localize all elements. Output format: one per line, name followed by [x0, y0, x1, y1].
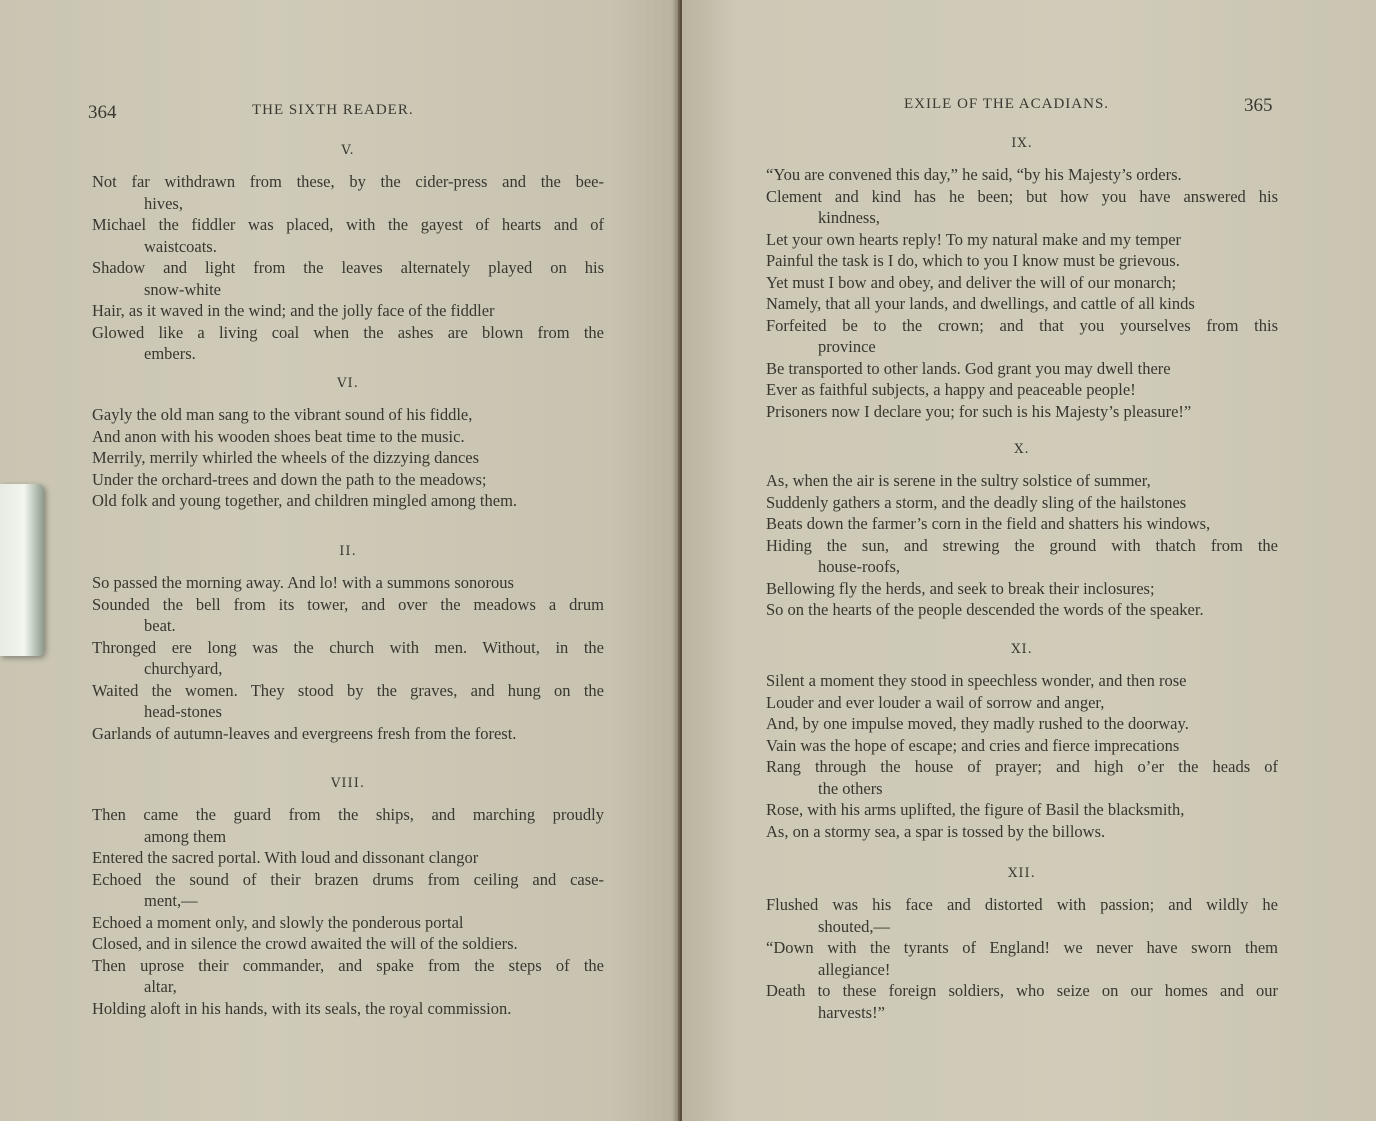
verse-line: Clement and kind has he been; but how you have answered his — [766, 186, 1278, 206]
verse-line-continuation: hives, — [144, 193, 183, 213]
verse-line: And, by one impulse moved, they madly rushed to the doorway. — [766, 714, 1189, 733]
verse-line-continuation: embers. — [144, 344, 196, 363]
verse-line: Vain was the hope of escape; and cries and fierce imprecations — [766, 735, 1180, 755]
verse-line: “You are convened this day,” he said, “by his Majesty’s orders. — [766, 165, 1182, 184]
page-number: 364 — [88, 102, 117, 123]
verse-line-continuation: ment,— — [144, 891, 198, 910]
verse-line: Louder and ever louder a wail of sorrow and anger, — [766, 692, 1105, 712]
verse-line: Glowed like a living coal when the ashes are blown from the — [92, 322, 604, 342]
verse-line: Prisoners now I declare you; for such is his Majesty’s pleasure!” — [766, 401, 1192, 421]
verse-line-continuation: province — [818, 337, 876, 356]
stanza — [92, 776, 604, 1019]
stanza — [92, 143, 604, 365]
verse-line: Rang through the house of prayer; and high o’er the heads of — [766, 757, 1278, 776]
verse-line-continuation: harvests!” — [818, 1002, 885, 1022]
verse-line: Echoed the sound of their brazen drums from ceiling and case- — [92, 869, 604, 889]
verse-line: Sounded the bell from its tower, and over the meadows a drum — [92, 594, 604, 614]
verse-line: Beats down the farmer’s corn in the field and shatters his windows, — [766, 514, 1211, 533]
verse-line: And anon with his wooden shoes beat time to the music. — [92, 426, 465, 446]
verse-line-continuation: shouted,— — [818, 916, 890, 936]
verse-line-continuation: waistcoats. — [144, 236, 217, 256]
verse-line-continuation: snow-white — [144, 279, 221, 299]
stanza — [92, 376, 604, 512]
verse-line: Yet must I bow and obey, and deliver the will of our monarch; — [766, 272, 1177, 292]
verse-line: Holding aloft in his hands, with its seals, the royal commission. — [92, 998, 512, 1018]
stanza — [766, 642, 1278, 842]
stanza-number: X. — [1014, 442, 1030, 457]
verse-line: Be transported to other lands. God grant you may dwell there — [766, 358, 1171, 378]
verse-line: Old folk and young together, and children mingled among them. — [92, 491, 518, 510]
glass-paperweight — [0, 484, 44, 656]
verse-line-continuation: beat. — [144, 616, 176, 635]
verse-line: Forfeited be to the crown; and that you yourselves from this — [766, 315, 1278, 335]
verse-line: Hiding the sun, and strewing the ground with thatch from the — [766, 535, 1278, 555]
verse-line: Hair, as it waved in the wind; and the jolly face of the fiddler — [92, 301, 495, 320]
verse-line-continuation: the others — [818, 778, 883, 798]
verse-line: Entered the sacred portal. With loud and dissonant clangor — [92, 848, 479, 867]
verse-line-continuation: altar, — [144, 977, 177, 996]
verse-line: Bellowing fly the herds, and seek to break their inclosures; — [766, 578, 1155, 598]
verse-line: Death to these foreign soldiers, who seize on our homes and our — [766, 981, 1278, 1000]
verse-line-continuation: kindness, — [818, 208, 880, 227]
running-head: EXILE OF THE ACADIANS. — [904, 96, 1110, 112]
right-page — [682, 0, 1376, 1121]
verse-line-continuation: churchyard, — [144, 659, 223, 678]
verse-line: Suddenly gathers a storm, and the deadly sling of the hailstones — [766, 492, 1187, 512]
verse-line: Michael the fiddler was placed, with the gayest of hearts and of — [92, 215, 604, 234]
verse-line: So passed the morning away. And lo! with a summons sonorous — [92, 573, 514, 592]
verse-line: Silent a moment they stood in speechless wonder, and then rose — [766, 671, 1187, 690]
verse-line: Painful the task is I do, which to you I know must be grievous. — [766, 251, 1180, 270]
stanza-number: XII. — [1008, 866, 1036, 881]
verse-line: Not far withdrawn from these, by the cider-press and the bee- — [92, 172, 604, 191]
stanza — [766, 136, 1278, 422]
stanza-number: V. — [341, 143, 355, 158]
verse-line: “Down with the tyrants of England! we never have sworn them — [766, 938, 1278, 957]
verse-line: Thronged ere long was the church with men. Without, in the — [92, 637, 604, 657]
stanza — [766, 866, 1278, 1023]
verse-line: Flushed was his face and distorted with passion; and wildly he — [766, 895, 1278, 914]
verse-line-continuation: among them — [144, 826, 227, 846]
verse-line: So on the hearts of the people descended the words of the speaker. — [766, 600, 1204, 619]
verse-line: Waited the women. They stood by the graves, and hung on the — [92, 680, 604, 700]
stanza-number: VIII. — [331, 776, 365, 791]
stanza — [766, 442, 1278, 621]
verse-line: Then came the guard from the ships, and marching proudly — [92, 805, 604, 824]
stanza-number: XI. — [1011, 642, 1033, 657]
verse-line: Closed, and in silence the crowd awaited the will of the soldiers. — [92, 934, 518, 953]
verse-line-continuation: head-stones — [144, 702, 222, 721]
verse-line: Echoed a moment only, and slowly the ponderous portal — [92, 912, 464, 932]
verse-line: Let your own hearts reply! To my natural make and my temper — [766, 229, 1182, 249]
page-number: 365 — [1244, 95, 1273, 116]
stanza-number: II. — [339, 544, 357, 559]
running-head: THE SIXTH READER. — [252, 102, 414, 118]
left-page — [0, 0, 680, 1121]
verse-line: Merrily, merrily whirled the wheels of the dizzying dances — [92, 448, 480, 467]
verse-line-continuation: allegiance! — [818, 959, 891, 979]
stanza-number: IX. — [1011, 136, 1033, 151]
verse-line: Then uprose their commander, and spake from the steps of the — [92, 955, 604, 975]
verse-line: Shadow and light from the leaves alternately played on his — [92, 258, 604, 277]
verse-line: Rose, with his arms uplifted, the figure of Basil the blacksmith, — [766, 800, 1185, 819]
verse-line: As, on a stormy sea, a spar is tossed by the billows. — [766, 821, 1106, 841]
verse-line: Namely, that all your lands, and dwellings, and cattle of all kinds — [766, 294, 1195, 313]
verse-line: Gayly the old man sang to the vibrant sound of his fiddle, — [92, 405, 473, 424]
verse-line: Garlands of autumn-leaves and evergreens fresh from the forest. — [92, 723, 517, 743]
verse-line-continuation: house-roofs, — [818, 557, 901, 576]
verse-line: As, when the air is serene in the sultry solstice of summer, — [766, 471, 1151, 490]
verse-line: Under the orchard-trees and down the path to the meadows; — [92, 469, 487, 489]
verse-line: Ever as faithful subjects, a happy and peaceable people! — [766, 380, 1136, 399]
stanza — [92, 544, 604, 744]
stanza-number: VI. — [337, 376, 359, 391]
